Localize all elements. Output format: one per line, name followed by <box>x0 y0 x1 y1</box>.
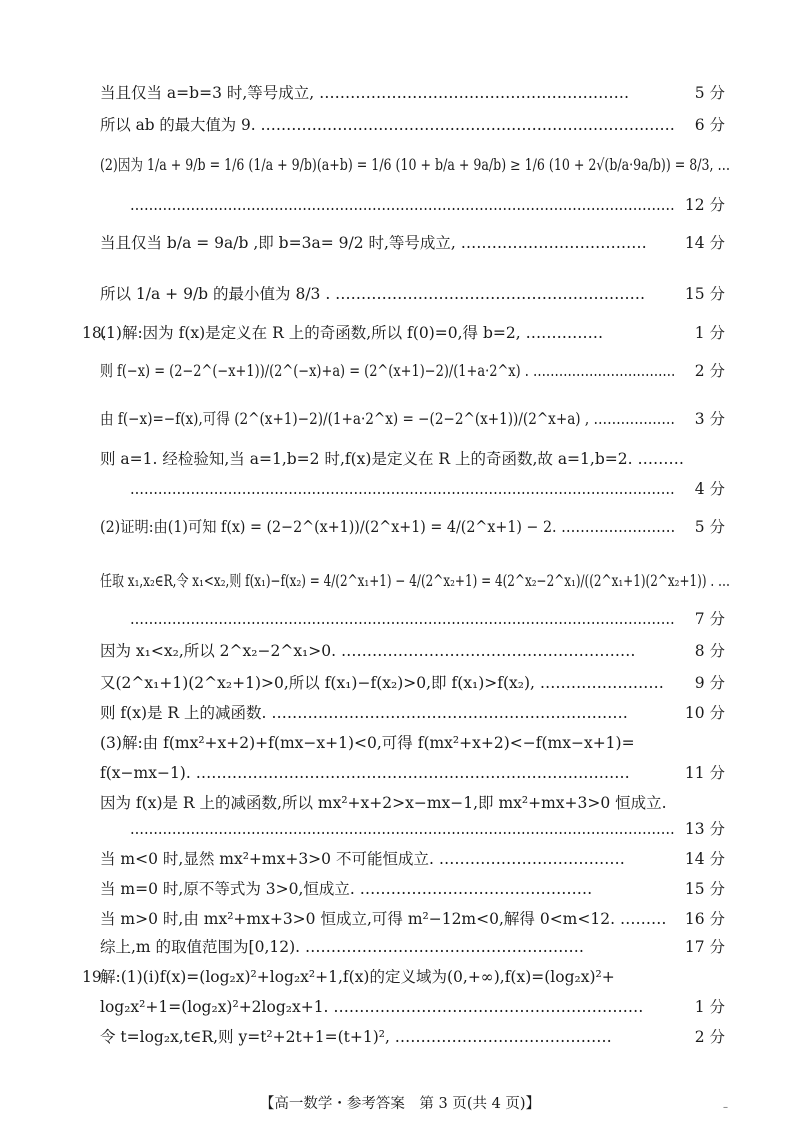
answer-line <box>0 604 800 634</box>
answer-line <box>0 279 800 309</box>
answer-line <box>0 668 800 698</box>
answer-line <box>0 318 800 348</box>
score-value: 10 分 <box>684 704 725 722</box>
score-value: 14 分 <box>684 850 725 868</box>
answer-line <box>0 356 800 386</box>
answer-line <box>0 474 800 504</box>
answer-text: 解:(1)(ⅰ)f(x)=(log₂x)²+log₂x²+1,f(x)的定义域为(0,+∞),f(x)=(log₂x)²+ <box>100 968 615 986</box>
answer-line <box>0 728 800 758</box>
answer-text: 则 f(−x) = (2−2^(−x+1))/(2^(−x)+a) = (2^(x+1)−2)/(1+a·2^x) . …………………………… <box>100 362 676 380</box>
answer-text: f(x−mx−1). ………………………………………………………………………… <box>100 764 630 782</box>
answer-text: ……………………………………………………………………………………………………… <box>130 820 675 838</box>
answer-text: 所以 ab 的最大值为 9. ……………………………………………………………………… <box>100 116 675 134</box>
answer-text: log₂x²+1=(log₂x)²+2log₂x+1. …………………………………………………… <box>100 998 644 1016</box>
score-value: 2 分 <box>694 1028 725 1046</box>
answer-text: 因为 f(x)是 R 上的减函数,所以 mx²+x+2>x−mx−1,即 mx²+mx+3>0 恒成立. <box>100 794 667 812</box>
question-number: 18. <box>82 324 107 342</box>
answer-text: (3)解:由 f(mx²+x+2)+f(mx−x+1)<0,可得 f(mx²+x+2)<−f(mx−x+1)= <box>100 734 635 752</box>
answer-line <box>0 512 800 542</box>
score-value: 1 分 <box>694 324 725 342</box>
answer-line <box>0 844 800 874</box>
answer-line <box>0 566 800 596</box>
answer-line <box>0 228 800 258</box>
answer-text: 任取 x₁,x₂∈R,令 x₁<x₂,则 f(x₁)−f(x₂) = 4/(2^x₁+1) − 4/(2^x₂+1) = 4(2^x₂−2^x₁)/((2^x₁+1)(2^x₂+1)) . … <box>100 572 730 590</box>
answer-line <box>0 78 800 108</box>
score-value: 14 分 <box>684 234 725 252</box>
answer-line <box>0 444 800 474</box>
score-value: 5 分 <box>694 84 725 102</box>
score-value: 5 分 <box>694 518 725 536</box>
answer-text: 当 m=0 时,原不等式为 3>0,恒成立. ……………………………………… <box>100 880 593 898</box>
score-value: 7 分 <box>694 610 725 628</box>
answer-text: 令 t=log₂x,t∈R,则 y=t²+2t+1=(t+1)², …………………………………… <box>100 1028 612 1046</box>
answer-text: 当且仅当 b/a = 9a/b ,即 b=3a= 9/2 时,等号成立, ……………………………… <box>100 234 647 252</box>
answer-text: ……………………………………………………………………………………………………… <box>130 196 675 214</box>
answer-text: (2)因为 1/a + 9/b = 1/6 (1/a + 9/b)(a+b) = 1/6 (10 + b/a + 9a/b) ≥ 1/6 (10 + 2√(b/a·9a/b)) = 8/3, … <box>100 156 731 174</box>
score-value: 4 分 <box>694 480 725 498</box>
answer-text: 则 a=1. 经检验知,当 a=1,b=2 时,f(x)是定义在 R 上的奇函数,故 a=1,b=2. ……… <box>100 450 684 468</box>
score-value: 15 分 <box>684 285 725 303</box>
answer-text: (1)解:因为 f(x)是定义在 R 上的奇函数,所以 f(0)=0,得 b=2, …………… <box>100 324 604 342</box>
score-value: 16 分 <box>684 910 725 928</box>
answer-text: 所以 1/a + 9/b 的最小值为 8/3 . …………………………………………………… <box>100 285 646 303</box>
answer-text: 当 m<0 时,显然 mx²+mx+3>0 不可能恒成立. ……………………………… <box>100 850 625 868</box>
answer-text: 当 m>0 时,由 mx²+mx+3>0 恒成立,可得 m²−12m<0,解得 0<m<12. ……… <box>100 910 667 928</box>
answer-line <box>0 992 800 1022</box>
score-value: 2 分 <box>694 362 725 380</box>
answer-line <box>0 932 800 962</box>
question-number: 19. <box>82 968 107 986</box>
answer-text: ……………………………………………………………………………………………………… <box>130 480 675 498</box>
answer-line <box>0 814 800 844</box>
score-value: 6 分 <box>694 116 725 134</box>
answer-text: 当且仅当 a=b=3 时,等号成立, …………………………………………………… <box>100 84 630 102</box>
answer-line <box>0 874 800 904</box>
answer-line <box>0 1022 800 1052</box>
answer-text: 由 f(−x)=−f(x),可得 (2^(x+1)−2)/(1+a·2^x) = −(2−2^(x+1))/(2^x+a) , ……………… <box>100 410 675 428</box>
answer-text: 则 f(x)是 R 上的减函数. …………………………………………………………… <box>100 704 628 722</box>
answer-line <box>0 636 800 666</box>
answer-text: 因为 x₁<x₂,所以 2^x₂−2^x₁>0. ………………………………………………… <box>100 642 636 660</box>
answer-text: ……………………………………………………………………………………………………… <box>130 610 675 628</box>
answer-line <box>0 758 800 788</box>
score-value: 15 分 <box>684 880 725 898</box>
score-value: 8 分 <box>694 642 725 660</box>
answer-line <box>0 150 800 180</box>
score-value: 1 分 <box>694 998 725 1016</box>
corner-mark: – <box>723 1102 728 1113</box>
score-value: 9 分 <box>694 674 725 692</box>
score-value: 11 分 <box>684 764 725 782</box>
answer-line <box>0 190 800 220</box>
answer-line <box>0 904 800 934</box>
answer-line <box>0 698 800 728</box>
answer-text: (2)证明:由(1)可知 f(x) = (2−2^(x+1))/(2^x+1) = 4/(2^x+1) − 2. …………………… <box>100 518 676 536</box>
score-value: 3 分 <box>694 410 725 428</box>
answer-text: 又(2^x₁+1)(2^x₂+1)>0,所以 f(x₁)−f(x₂)>0,即 f(x₁)>f(x₂), …………………… <box>100 674 664 692</box>
answer-line <box>0 962 800 992</box>
answer-text: 综上,m 的取值范围为[0,12). ……………………………………………… <box>100 938 585 956</box>
score-value: 12 分 <box>684 196 725 214</box>
answer-line <box>0 110 800 140</box>
score-value: 17 分 <box>684 938 725 956</box>
answer-line <box>0 404 800 434</box>
score-value: 13 分 <box>684 820 725 838</box>
page-footer: 【高一数学・参考答案 第 3 页(共 4 页)】 <box>259 1096 541 1112</box>
